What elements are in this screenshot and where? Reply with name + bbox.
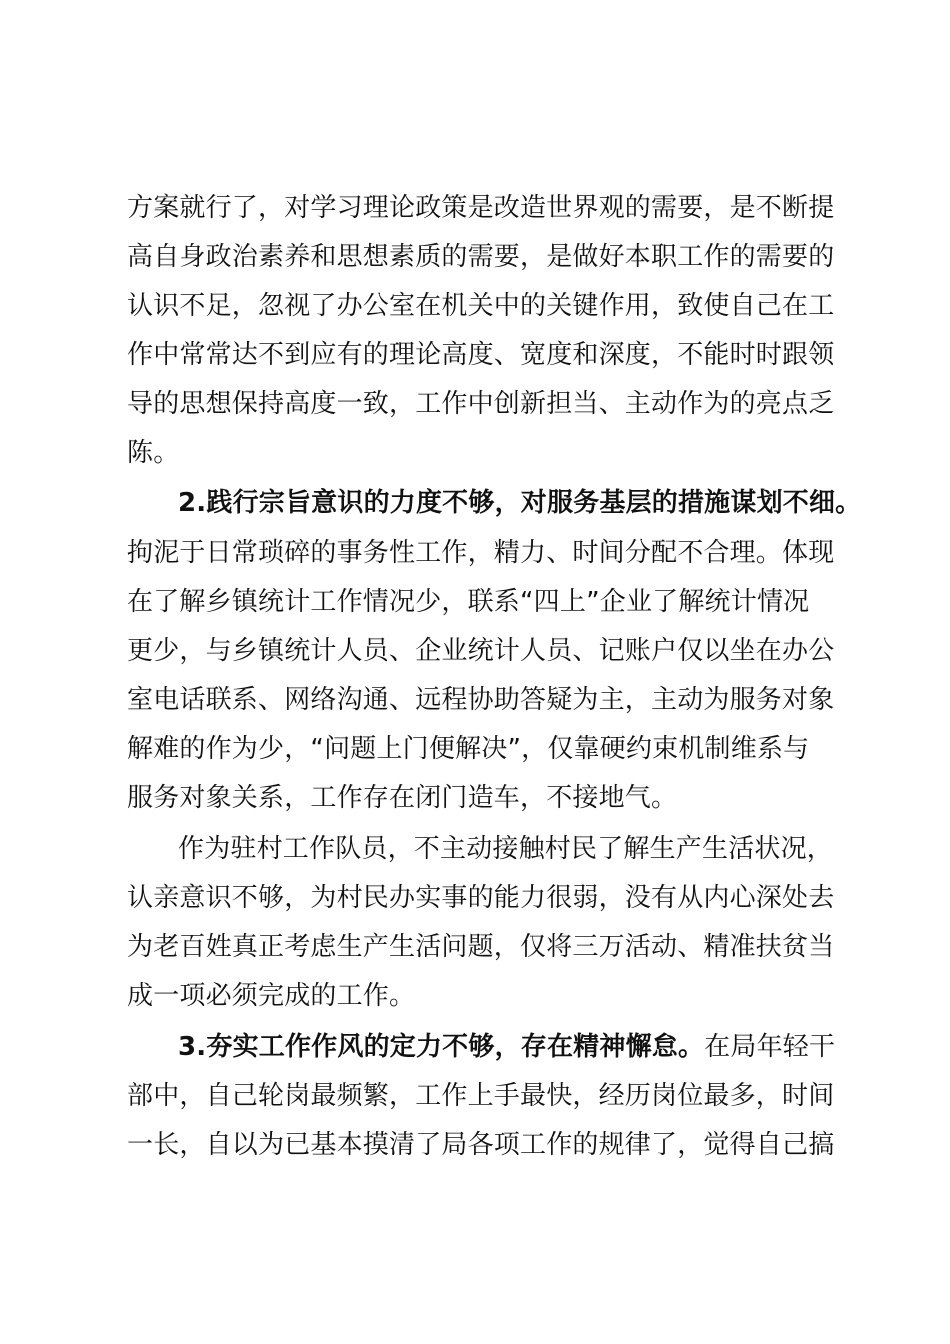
section-heading-3: 3.夯实工作作风的定力不够，存在精神懈怠。 <box>178 1032 705 1062</box>
text-line: 作中常常达不到应有的理论高度、宽度和深度，不能时时跟领 <box>127 340 835 370</box>
text-line: 在了解乡镇统计工作情况少，联系“四上”企业了解统计情况 <box>127 587 810 617</box>
text-line: 导的思想保持高度一致，工作中创新担当、主动作为的亮点乏 <box>127 389 835 419</box>
text-line: 认识不足，忽视了办公室在机关中的关键作用，致使自己在工 <box>127 291 835 321</box>
section-heading-3-line <box>178 1030 838 1064</box>
paragraph-first-line: 作为驻村工作队员，不主动接触村民了解生产生活状况， <box>178 834 834 864</box>
text-line: 陈。 <box>127 438 180 468</box>
heading-3-tail-text: 在局年轻干 <box>704 1032 836 1062</box>
text-line: 认亲意识不够，为村民办实事的能力很弱，没有从内心深处去 <box>127 883 835 913</box>
text-line: 成一项必须完成的工作。 <box>127 981 416 1011</box>
text-line: 室电话联系、网络沟通、远程协助答疑为主，主动为服务对象 <box>127 685 835 715</box>
text-line: 服务对象关系，工作存在闭门造车，不接地气。 <box>127 783 678 813</box>
text-line: 部中，自己轮岗最频繁，工作上手最快，经历岗位最多，时间 <box>127 1081 835 1111</box>
text-line: 更少，与乡镇统计人员、企业统计人员、记账户仅以坐在办公 <box>127 636 835 666</box>
text-line: 方案就行了，对学习理论政策是改造世界观的需要，是不断提 <box>127 193 835 223</box>
text-line: 拘泥于日常琐碎的事务性工作，精力、时间分配不合理。体现 <box>127 538 835 568</box>
text-line: 为老百姓真正考虑生产生活问题，仅将三万活动、精准扶贫当 <box>127 932 835 962</box>
text-line: 高自身政治素养和思想素质的需要，是做好本职工作的需要的 <box>127 242 835 272</box>
section-heading-2: 2.践行宗旨意识的力度不够，对服务基层的措施谋划不细。 <box>178 488 862 518</box>
text-line: 解难的作为少，“问题上门便解决”，仅靠硬约束机制维系与 <box>127 734 810 764</box>
text-line: 一长，自以为已基本摸清了局各项工作的规律了，觉得自己搞 <box>127 1130 835 1160</box>
